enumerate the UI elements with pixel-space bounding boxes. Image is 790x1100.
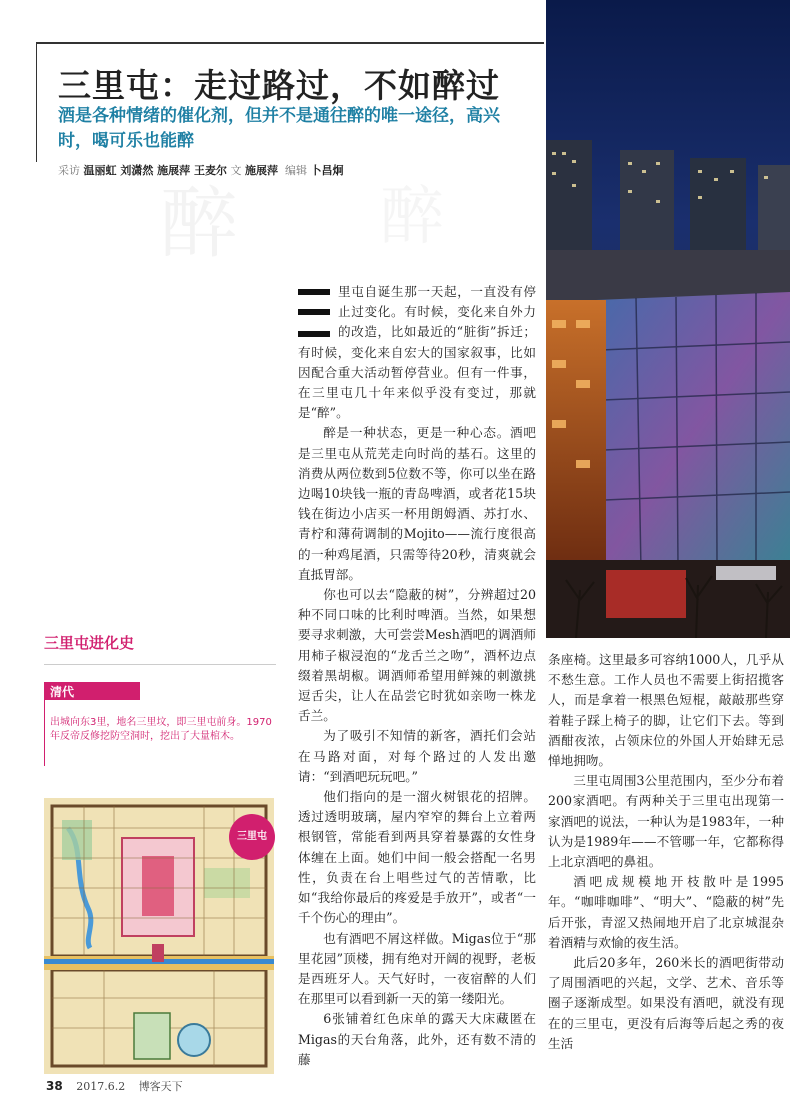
dropcap-stroke	[298, 289, 330, 295]
byline	[58, 162, 344, 178]
magazine-name: 博客天下	[138, 1080, 183, 1093]
article-title: 三里屯：走过路过，不如醉过	[58, 66, 500, 105]
paragraph: 为了吸引不知情的新客，酒托们会站在马路对面，对每个路过的人发出邀请：“到酒吧玩玩吧。”	[298, 728, 536, 784]
sanlitun-night-photo	[546, 0, 790, 638]
writer: 施展萍	[245, 164, 278, 177]
paragraph: 醉是一种状态，更是一种心态。酒吧是三里屯从荒芜走向时尚的基石。这里的消费从两位数到5位数不等，你可以坐在路边喝10块钱一瓶的青岛啤酒，或者花15块钱在街边小店买一杯用朗姆酒、苏打水、青柠和薄荷调制的Mojito——流行度很高的一种鸡尾酒，只需等待20秒，清爽就会直抵胃部。	[298, 425, 536, 582]
issue-date: 2017.6.2	[76, 1080, 126, 1093]
writer-label: 文	[230, 164, 242, 177]
dropcap-stroke	[298, 309, 330, 315]
dropcap-stroke	[298, 331, 330, 337]
paragraph: 也有酒吧不屑这样做。Migas位于“那里花园”顶楼，拥有绝对开阔的视野，老板是西班牙人。天气好时，一夜宿醉的人们在那里可以看到新一天的第一缕阳光。	[298, 930, 536, 1007]
article-column-middle	[298, 282, 536, 1070]
editor-label: 编辑	[285, 164, 307, 177]
article-subtitle: 酒是各种情绪的催化剂，但并不是通往醉的唯一途径，高兴时，喝可乐也能醉	[58, 106, 500, 151]
interviewers: 温丽虹 刘潇然 施展萍 王麦尔	[83, 164, 227, 177]
paragraph: 酒吧成规模地开枝散叶是1995年。“咖啡咖啡”、“明大”、“隐蔽的树”先后开张，青涩又热闹地开启了北京城混杂着酒精与欢愉的夜生活。	[548, 874, 784, 950]
sanlitun-map-pin: 三里屯	[229, 814, 275, 860]
svg-text:醉: 醉	[380, 180, 444, 254]
page-number: 38	[46, 1079, 63, 1093]
paragraph: 里屯自诞生那一天起，一直没有停止过变化。有时候，变化来自外力的改造，比如最近的“脏街”拆迁；有时候，变化来自宏大的国家叙事，比如因配合重大活动暂停营业。但有一件事，在三里屯几十年来似乎没有变过，那就是“醉”。	[298, 284, 536, 421]
faint-decoration	[150, 178, 480, 278]
era-description: 出城向东3里，地名三里坟，即三里屯前身。1970年反帝反修挖防空洞时，挖出了大量棺木。	[50, 717, 272, 742]
header-top-rule	[36, 42, 544, 44]
interview-label: 采访	[58, 164, 80, 177]
page-footer	[46, 1078, 183, 1094]
sidebar-title: 三里屯进化史	[44, 634, 135, 652]
dropcap-san	[298, 287, 330, 341]
paragraph: 6张铺着红色床单的露天大床藏匿在Migas的天台角落，此外，还有数不清的藤	[298, 1011, 536, 1067]
editor: 卜昌炯	[310, 164, 344, 177]
svg-text:醉: 醉	[160, 179, 239, 269]
article-column-right	[548, 650, 784, 1054]
paragraph: 他们指向的是一溜火树银花的招牌。透过透明玻璃，屋内窄窄的舞台上立着两根钢管，常能看到两具穿着暴露的女性身体缠在上面。她们中间一般会搭配一名男性，负责在台上唱些过气的苦情歌，比如“我给你最后的疼爱是手放开”，或者“一千个伤心的理由”。	[298, 789, 536, 926]
header-left-rule	[36, 42, 37, 162]
sidebar-divider	[44, 664, 276, 665]
paragraph: 条座椅。这里最多可容纳1000人，几乎从不愁生意。工作人员也不需要上街招揽客人，而是拿着一根黑色短棍，敲敲那些穿着鞋子踩上椅子的脚，让它们下去。等到酒酣夜浓，占领床位的外国人开始肆无忌惮地拥吻。	[548, 652, 784, 769]
paragraph: 你也可以去“隐蔽的树”，分辨超过20种不同口味的比利时啤酒。当然，如果想要寻求刺激，大可尝尝Mesh酒吧的调酒师用柿子椒浸泡的“龙舌兰之吻”，酒杯边点缀着黑胡椒。调酒师希望用鲜辣的刺激挑逗舌尖，让人在品尝它时犹如亲吻一株龙舌兰。	[298, 587, 536, 724]
era-badge: 清代	[44, 682, 140, 700]
paragraph: 此后20多年，260米长的酒吧街带动了周围酒吧的兴起，文学、艺术、音乐等圈子逐渐成型。如果没有酒吧，就没有现在的三里屯，更没有后海等后起之秀的夜生活	[548, 955, 784, 1051]
timeline-line	[44, 700, 45, 766]
paragraph: 三里屯周围3公里范围内，至少分布着200家酒吧。有两种关于三里屯出现第一家酒吧的说法，一种认为是1983年，一种认为是1989年——不管哪一年，它都称得上北京酒吧的鼻祖。	[548, 773, 784, 870]
